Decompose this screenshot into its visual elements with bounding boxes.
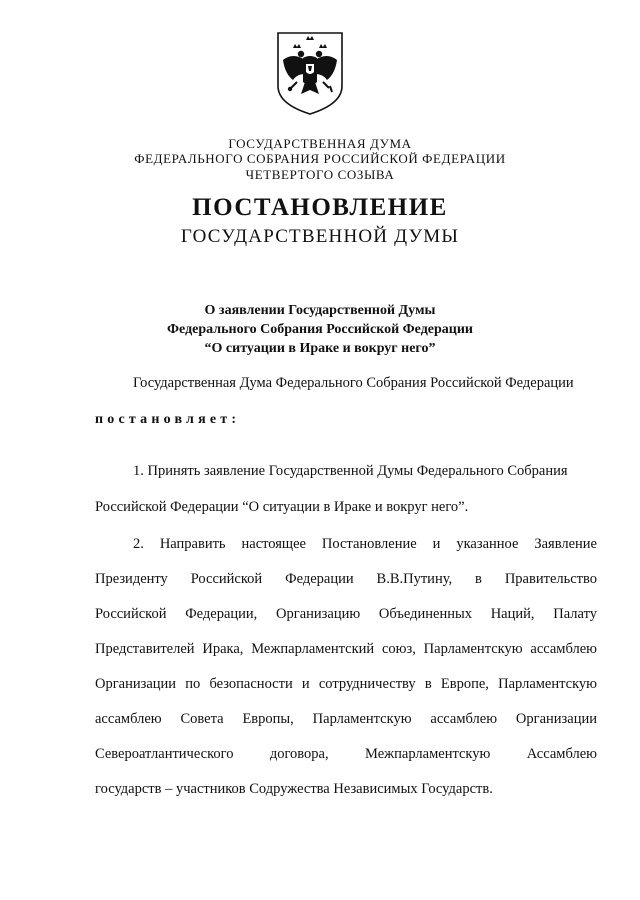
subject-line-2: Федерального Собрания Российской Федерации: [167, 322, 473, 337]
header-line-3: ЧЕТВЕРТОГО СОЗЫВА: [245, 167, 395, 182]
paragraph-2-line-5: Организации по безопасности и сотрудничеству в Европе, Парламентскую: [95, 676, 597, 692]
state-emblem: [275, 30, 345, 116]
paragraph-1-line-1: 1. Принять заявление Государственной Думы Федерального Собрания: [133, 463, 568, 479]
paragraph-1-line-2: Российской Федерации “О ситуации в Ираке и вокруг него”.: [95, 499, 469, 515]
document-subtitle: ГОСУДАРСТВЕННОЙ ДУМЫ: [180, 226, 460, 247]
header-line-1: ГОСУДАРСТВЕННАЯ ДУМА: [228, 136, 412, 151]
document-subject: [0, 301, 640, 358]
paragraph-2-line-8: государств – участников Содружества Независимых Государств.: [95, 781, 493, 797]
subject-line-3: “О ситуации в Ираке и вокруг него”: [204, 341, 436, 356]
document-title: ПОСТАНОВЛЕНИЕ: [192, 194, 448, 221]
paragraph-2-line-3: Российской Федерации, Организацию Объединенных Наций, Палату: [95, 606, 597, 622]
preamble: Государственная Дума Федерального Собрания Российской Федерации: [133, 375, 574, 391]
paragraph-2-line-1: 2. Направить настоящее Постановление и указанное Заявление: [133, 536, 597, 552]
coat-of-arms-icon: [275, 30, 345, 116]
paragraph-2-line-6: ассамблею Совета Европы, Парламентскую ассамблею Организации: [95, 711, 597, 727]
paragraph-2-line-4: Представителей Ирака, Межпарламентский союз, Парламентскую ассамблею: [95, 641, 597, 657]
header-line-2: ФЕДЕРАЛЬНОГО СОБРАНИЯ РОССИЙСКОЙ ФЕДЕРАЦИИ: [134, 151, 506, 166]
subject-line-1: О заявлении Государственной Думы: [204, 303, 436, 318]
paragraph-2-line-2: Президенту Российской Федерации В.В.Путину, в Правительство: [95, 571, 597, 587]
paragraph-2-line-7: Североатлантического договора, Межпарламентскую Ассамблею: [95, 746, 597, 762]
decree-word: постановляет:: [95, 412, 241, 427]
